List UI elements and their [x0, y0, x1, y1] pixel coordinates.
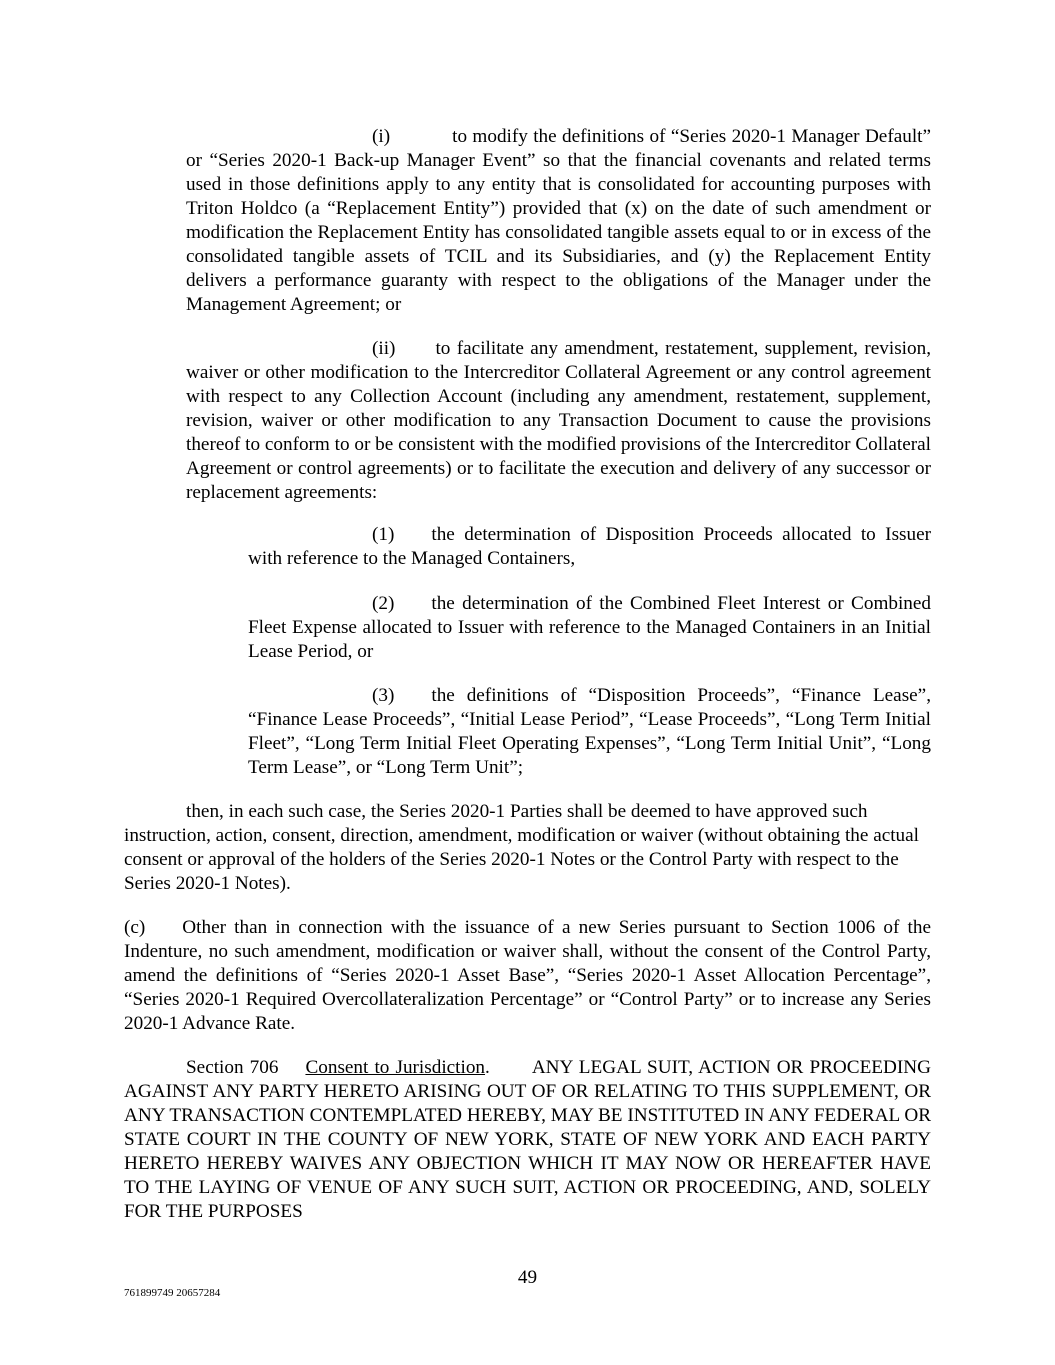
paragraph-i — [186, 125, 931, 317]
paragraph-then — [124, 800, 934, 896]
paragraph-1-text: the determination of Disposition Proceeds allocated to Issuer with reference to the Managed Containers, — [248, 524, 931, 569]
page-number: 49 — [517, 1267, 538, 1288]
section-706-text: ANY LEGAL SUIT, ACTION OR PROCEEDING AGAINST ANY PARTY HERETO ARISING OUT OF OR RELATING TO THIS SUPPLEMENT, OR ANY TRANSACTION CONTEMPLATED HEREBY, MAY BE INSTITUTED IN ANY FEDERAL OR STATE COURT IN THE COUNTY OF NEW YORK, STATE OF NEW YORK AND EACH PARTY HERETO HEREBY WAIVES ANY OBJECTION WHICH IT MAY NOW OR HEREAFTER HAVE TO THE LAYING OF VENUE OF ANY SUCH SUIT, ACTION OR PROCEEDING, AND, SOLELY FOR THE PURPOSES — [124, 1057, 931, 1222]
paragraph-ii-text: to facilitate any amendment, restatement, supplement, revision, waiver or other modification to the Intercreditor Collateral Agreement or any control agreement with respect to any Collection Account (including any amendment, restatement, supplement, revision, waiver or other modification to any Transaction Document to cause the provisions thereof to conform to or be consistent with the modified provisions of the Intercreditor Collateral Agreement or control agreements) or to facilitate the execution and delivery of any successor or replacement agreements: — [186, 338, 931, 503]
paragraph-c — [124, 916, 931, 1036]
section-706: Section 706 Consent to Jurisdiction. ANY LEGAL SUIT, ACTION OR PROCEEDING AGAINST ANY PARTY HERETO ARISING OUT OF OR RELATING TO THIS SUPPLEMENT, OR ANY TRANSACTION CONTEMPLATED HEREBY, MAY BE INSTITUTED IN ANY FEDERAL OR STATE COURT IN THE COUNTY OF NEW YORK, STATE OF NEW YORK AND EACH PARTY HERETO HEREBY WAIVES ANY OBJECTION WHICH IT MAY NOW OR HEREAFTER HAVE TO THE LAYING OF VENUE OF ANY SUCH SUIT, ACTION OR PROCEEDING, AND, SOLELY FOR THE PURPOSES — [124, 1057, 931, 1222]
paragraph-c-label: (c) — [124, 917, 146, 938]
paragraph-1-label: (1) — [372, 524, 395, 545]
paragraph-3 — [248, 684, 931, 780]
paragraph-2 — [248, 592, 931, 664]
paragraph-c-text: Other than in connection with the issuance of a new Series pursuant to Section 1006 of the Indenture, no such amendment, modification or waiver shall, without the consent of the Control Party, amend the definitions of “Series 2020-1 Asset Base”, “Series 2020-1 Asset Allocation Percentage”, “Series 2020-1 Required Overcollateralization Percentage” or “Control Party” or to increase any Series 2020-1 Advance Rate. — [124, 917, 931, 1034]
section-706-number: Section 706 — [186, 1057, 279, 1078]
paragraph-3-text: the definitions of “Disposition Proceeds”, “Finance Lease”, “Finance Lease Proceeds”, “Initial Lease Period”, “Lease Proceeds”, “Long Term Initial Fleet”, “Long Term Initial Fleet Operating Expenses”, “Long Term Initial Unit”, “Long Term Lease”, or “Long Term Unit”; — [248, 685, 931, 778]
paragraph-2-text: the determination of the Combined Fleet Interest or Combined Fleet Expense allocated to Issuer with reference to the Managed Containers in an Initial Lease Period, or — [248, 593, 931, 662]
paragraph-i-label: (i) — [372, 126, 391, 147]
paragraph-i-text: to modify the definitions of “Series 2020-1 Manager Default” or “Series 2020-1 Back-up Manager Event” so that the financial covenants and related terms used in those definitions apply to any entity that is consolidated for accounting purposes with Triton Holdco (a “Replacement Entity”) provided that (x) on the date of such amendment or modification the Replacement Entity has consolidated tangible assets equal to or in excess of the consolidated tangible assets of TCIL and its Subsidiaries, and (y) the Replacement Entity delivers a performance guaranty with respect to the obligations of the Manager under the Management Agreement; or — [186, 126, 931, 315]
section-706-heading: Consent to Jurisdiction — [305, 1057, 486, 1078]
paragraph-1 — [248, 523, 931, 571]
paragraph-2-label: (2) — [372, 593, 395, 614]
paragraph-then-text: then, in each such case, the Series 2020-1 Parties shall be deemed to have approved such instruction, action, consent, direction, amendment, modification or waiver (without obtaining the actual consent or approval of the holders of the Series 2020-1 Notes or the Control Party with respect to the Series 2020-1 Notes). — [124, 801, 919, 894]
paragraph-ii — [186, 337, 931, 505]
document-id: 761899749 20657284 — [124, 1287, 221, 1299]
paragraph-3-label: (3) — [372, 685, 395, 706]
paragraph-ii-label: (ii) — [372, 338, 396, 359]
